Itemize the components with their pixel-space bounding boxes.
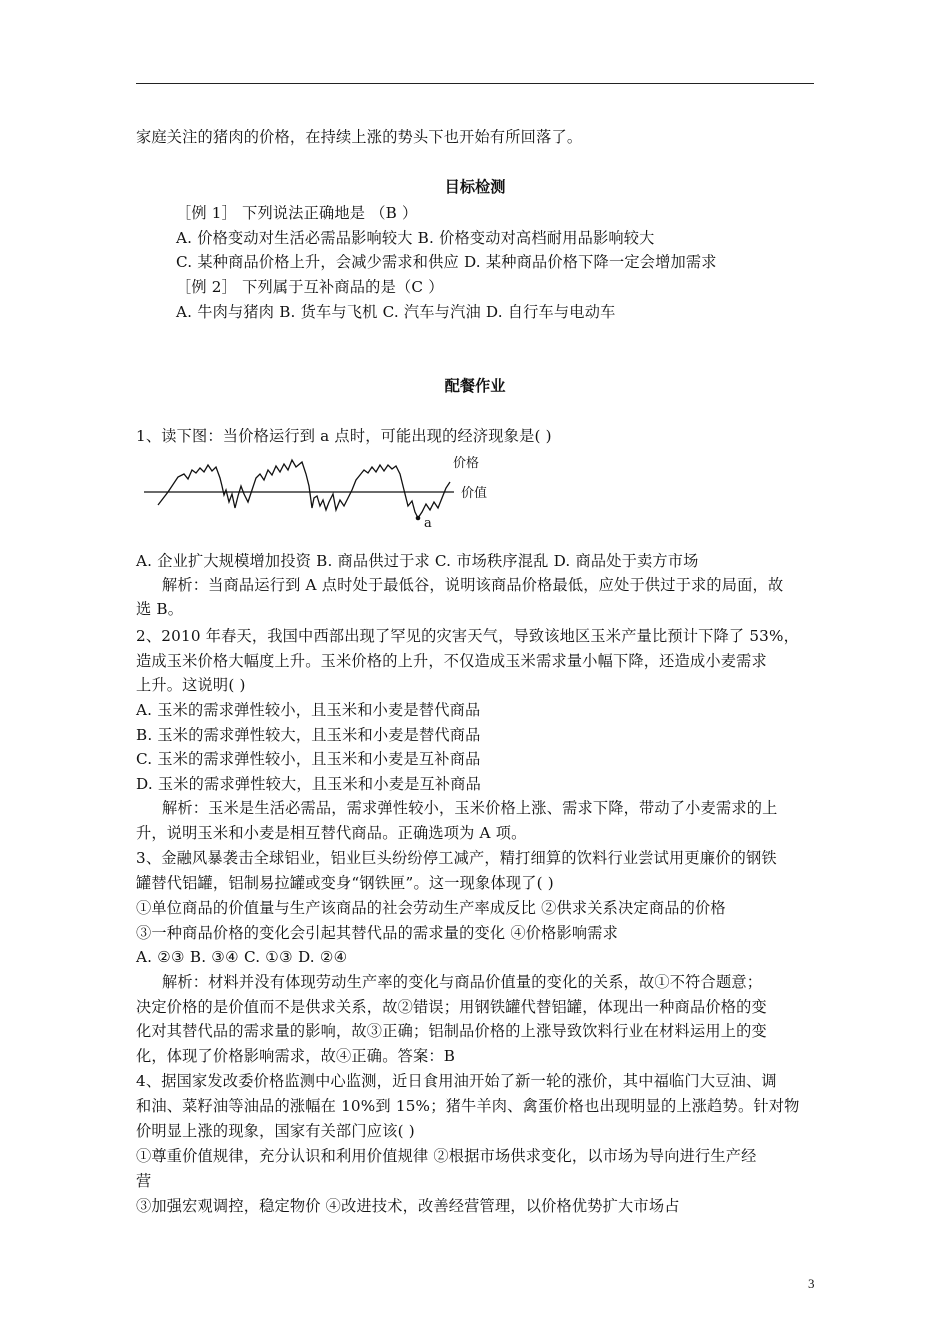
q3-analysis-line2: 决定价格的是价值而不是供求关系，故②错误；用钢铁罐代替铝罐，体现出一种商品价格的变 — [136, 998, 767, 1016]
q2-stem-line3: 上升。这说明( ) — [136, 676, 246, 694]
q1-stem: 1、读下图：当价格运行到 a 点时，可能出现的经济现象是( ) — [136, 427, 552, 445]
q2-analysis-line1: 解析：玉米是生活必需品，需求弹性较小，玉米价格上涨、需求下降，带动了小麦需求的上 — [162, 799, 778, 817]
example2-options: A. 牛肉与猪肉 B. 货车与飞机 C. 汽车与汽油 D. 自行车与电动车 — [176, 303, 616, 321]
q2-option-b: B. 玉米的需求弹性较大，且玉米和小麦是替代商品 — [136, 726, 481, 744]
q4-items-3-4: ③加强宏观调控，稳定物价 ④改进技术，改善经营管理，以价格优势扩大市场占 — [136, 1197, 680, 1215]
q4-items-1-2-continued: 营 — [136, 1172, 152, 1190]
point-a-marker — [416, 516, 421, 521]
q3-options: A. ②③ B. ③④ C. ①③ D. ②④ — [136, 948, 348, 966]
example1-stem: ［例 1］ 下列说法正确地是 （B ） — [176, 204, 418, 222]
header-rule — [136, 83, 814, 84]
price-value-figure — [136, 450, 516, 535]
q1-analysis-line2: 选 B。 — [136, 600, 184, 618]
example1-options-ab: A. 价格变动对生活必需品影响较大 B. 价格变动对高档耐用品影响较大 — [176, 229, 655, 247]
q4-stem-line3: 价明显上涨的现象，国家有关部门应该( ) — [136, 1122, 415, 1140]
q3-stem-line2: 罐替代铝罐，铝制易拉罐或变身“钢铁匣”。这一现象体现了( ) — [136, 874, 554, 892]
q3-analysis-line1: 解析：材料并没有体现劳动生产率的变化与商品价值量的变化的关系，故①不符合题意； — [162, 973, 763, 991]
value-line-label: 价值 — [461, 486, 488, 501]
page-number: 3 — [808, 1276, 815, 1291]
q2-stem-line1: 2、2010 年春天，我国中西部出现了罕见的灾害天气，导致该地区玉米产量比预计下降了 53%， — [136, 627, 800, 645]
q4-stem-line2: 和油、菜籽油等油品的涨幅在 10%到 15%；猪牛羊肉、禽蛋价格也出现明显的上涨趋势。针对物 — [136, 1097, 800, 1115]
point-a-label: a — [424, 516, 432, 531]
q2-option-a: A. 玉米的需求弹性较小，且玉米和小麦是替代商品 — [136, 701, 481, 719]
q2-stem-line2: 造成玉米价格大幅度上升。玉米价格的上升，不仅造成玉米需求量小幅下降，还造成小麦需求 — [136, 652, 767, 670]
q3-analysis-line4: 化，体现了价格影响需求，故④正确。答案：B — [136, 1047, 456, 1065]
q1-analysis-line1: 解析：当商品运行到 A 点时处于最低谷，说明该商品价格最低，应处于供过于求的局面，故 — [162, 576, 784, 594]
q3-items-3-4: ③一种商品价格的变化会引起其替代品的需求量的变化 ④价格影响需求 — [136, 924, 619, 942]
q2-option-c: C. 玉米的需求弹性较小，且玉米和小麦是互补商品 — [136, 750, 481, 768]
example1-options-cd: C. 某种商品价格上升，会减少需求和供应 D. 某种商品价格下降一定会增加需求 — [176, 253, 717, 271]
section-title-target-check: 目标检测 — [444, 178, 506, 196]
q3-stem-line1: 3、金融风暴袭击全球铝业，铝业巨头纷纷停工减产，精打细算的饮料行业尝试用更廉价的钢铁 — [136, 849, 777, 867]
q3-analysis-line3: 化对其替代品的需求量的影响，故③正确；铝制品价格的上涨导致饮料行业在材料运用上的变 — [136, 1022, 767, 1040]
q3-items-1-2: ①单位商品的价值量与生产该商品的社会劳动生产率成反比 ②供求关系决定商品的价格 — [136, 899, 726, 917]
q2-analysis-line2: 升，说明玉米和小麦是相互替代商品。正确选项为 A 项。 — [136, 824, 527, 842]
q1-options: A. 企业扩大规模增加投资 B. 商品供过于求 C. 市场秩序混乱 D. 商品处于卖方市场 — [136, 552, 699, 570]
q4-stem-line1: 4、据国家发改委价格监测中心监测，近日食用油开始了新一轮的涨价，其中福临门大豆油、调 — [136, 1072, 777, 1090]
q2-option-d: D. 玉米的需求弹性较大，且玉米和小麦是互补商品 — [136, 775, 482, 793]
price-fluctuation-curve — [158, 460, 450, 518]
intro-tail-text: 家庭关注的猪肉的价格，在持续上涨的势头下也开始有所回落了。 — [136, 128, 583, 146]
price-curve-label: 价格 — [453, 456, 480, 471]
section-title-homework: 配餐作业 — [444, 377, 506, 395]
q4-items-1-2: ①尊重价值规律，充分认识和利用价值规律 ②根据市场供求变化，以市场为导向进行生产经 — [136, 1147, 757, 1165]
example2-stem: ［例 2］ 下列属于互补商品的是（C ） — [176, 278, 444, 296]
